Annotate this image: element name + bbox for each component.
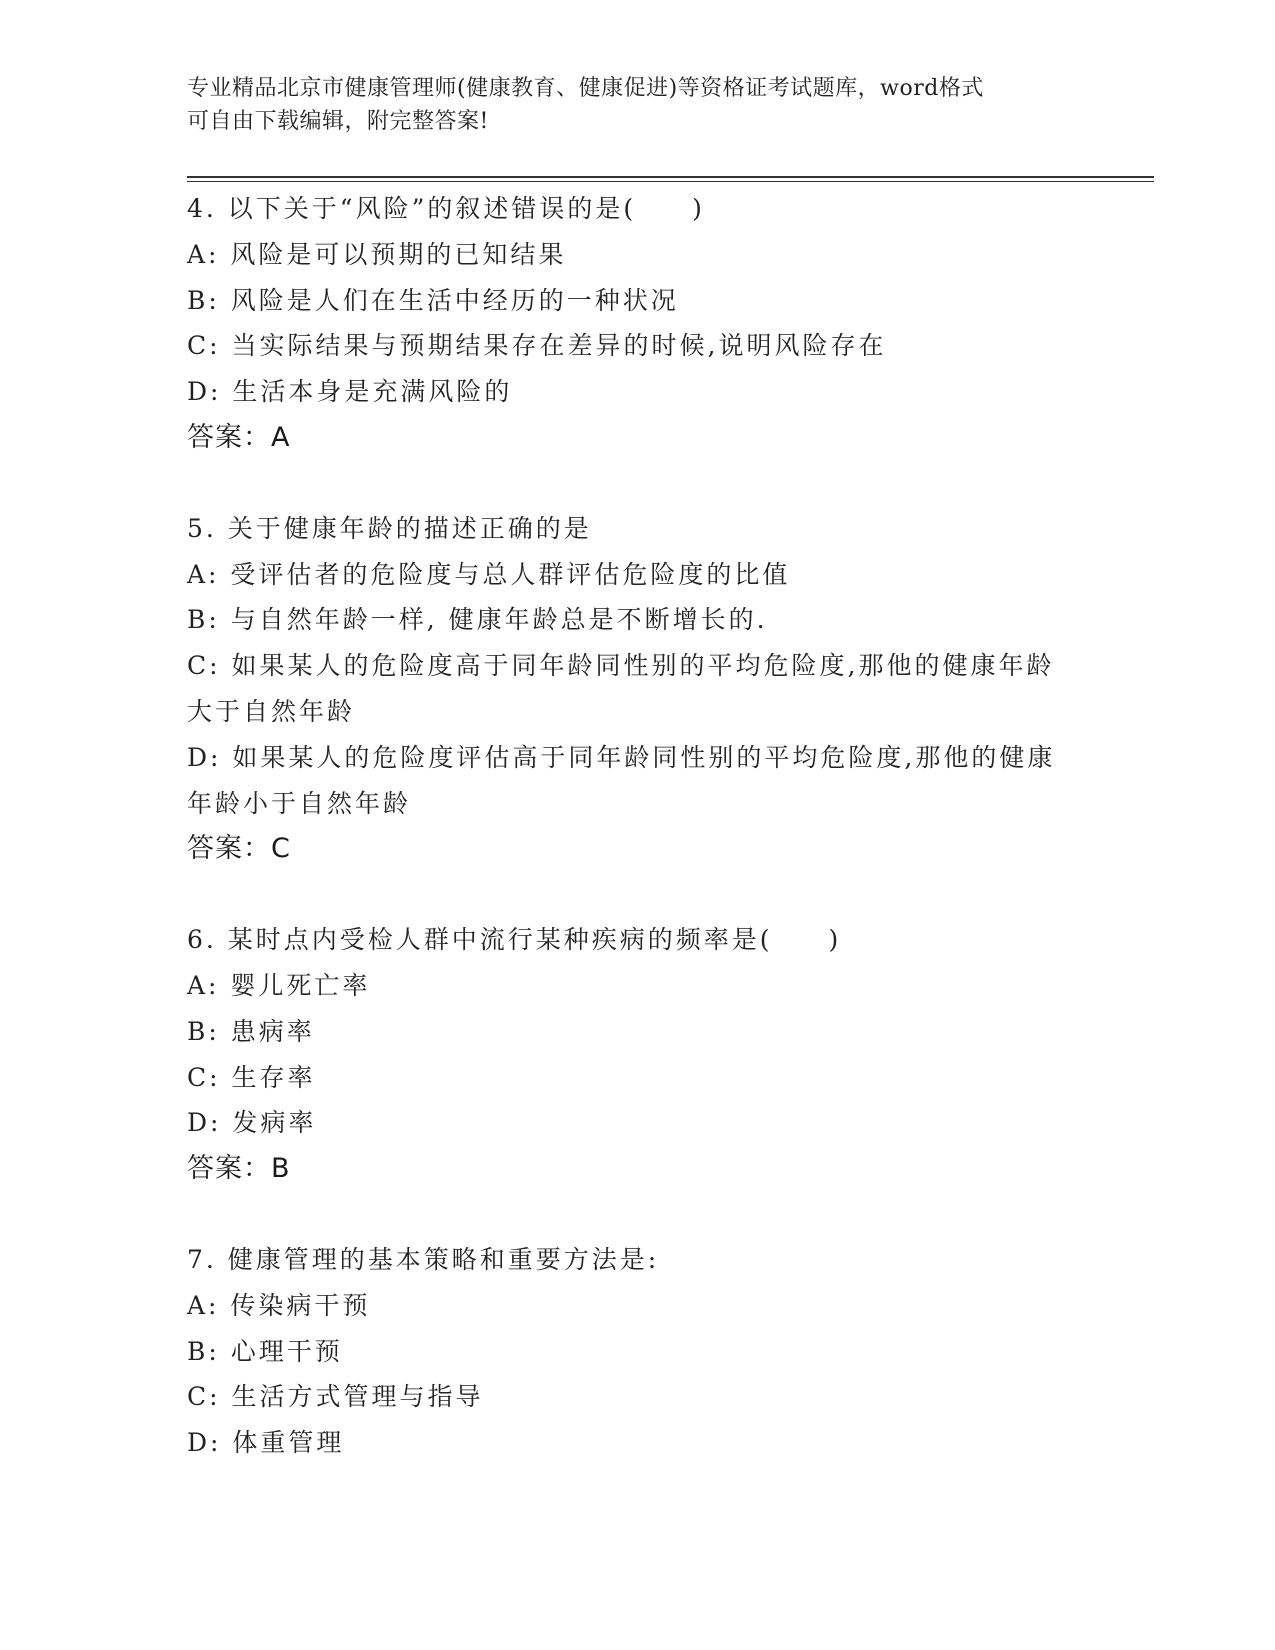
question-6 xyxy=(187,917,1067,1192)
option-d: D: 生活本身是充满风险的 xyxy=(187,377,513,407)
question-7 xyxy=(187,1237,1067,1466)
option-c: C: 生存率 xyxy=(187,1062,316,1092)
answer-label: 答案：C xyxy=(187,833,291,865)
answer-label: 答案：A xyxy=(187,421,291,453)
option-a: A: 婴儿死亡率 xyxy=(187,970,371,1000)
question-list xyxy=(187,186,1067,1466)
option-d: D: 体重管理 xyxy=(187,1428,345,1458)
option-a: A: 风险是可以预期的已知结果 xyxy=(187,239,567,269)
question-stem: 4. 以下关于“风险”的叙述错误的是( ) xyxy=(187,194,705,223)
question-stem: 6. 某时点内受检人群中流行某种疾病的频率是( ) xyxy=(187,925,842,955)
option-b: B: 心理干预 xyxy=(187,1336,343,1366)
option-d: D: 发病率 xyxy=(187,1108,317,1138)
header-divider xyxy=(187,176,1154,182)
question-5 xyxy=(187,506,1067,872)
option-a: A: 传染病干预 xyxy=(187,1290,371,1320)
option-b: B: 风险是人们在生活中经历的一种状况 xyxy=(187,285,679,315)
option-b: B: 患病率 xyxy=(187,1016,315,1046)
option-b: B: 与自然年龄一样, 健康年龄总是不断增长的. xyxy=(187,605,768,635)
question-stem: 5. 关于健康年龄的描述正确的是 xyxy=(187,513,592,543)
header-line-2: 可自由下载编辑，附完整答案! xyxy=(187,109,489,134)
header-line-1: 专业精品北京市健康管理师(健康教育、健康促进)等资格证考试题库，word格式 xyxy=(187,76,984,101)
page-header xyxy=(187,72,1067,138)
answer-label: 答案：B xyxy=(187,1153,291,1185)
option-d: D: 如果某人的危险度评估高于同年龄同性别的平均危险度,那他的健康年龄小于自然年龄 xyxy=(187,742,1056,818)
question-stem: 7. 健康管理的基本策略和重要方法是: xyxy=(187,1244,660,1274)
question-4 xyxy=(187,186,1067,461)
option-c: C: 如果某人的危险度高于同年龄同性别的平均危险度,那他的健康年龄大于自然年龄 xyxy=(187,651,1055,726)
option-c: C: 生活方式管理与指导 xyxy=(187,1382,484,1412)
option-a: A: 受评估者的危险度与总人群评估危险度的比值 xyxy=(187,559,791,589)
option-c: C: 当实际结果与预期结果存在差异的时候,说明风险存在 xyxy=(187,331,887,361)
